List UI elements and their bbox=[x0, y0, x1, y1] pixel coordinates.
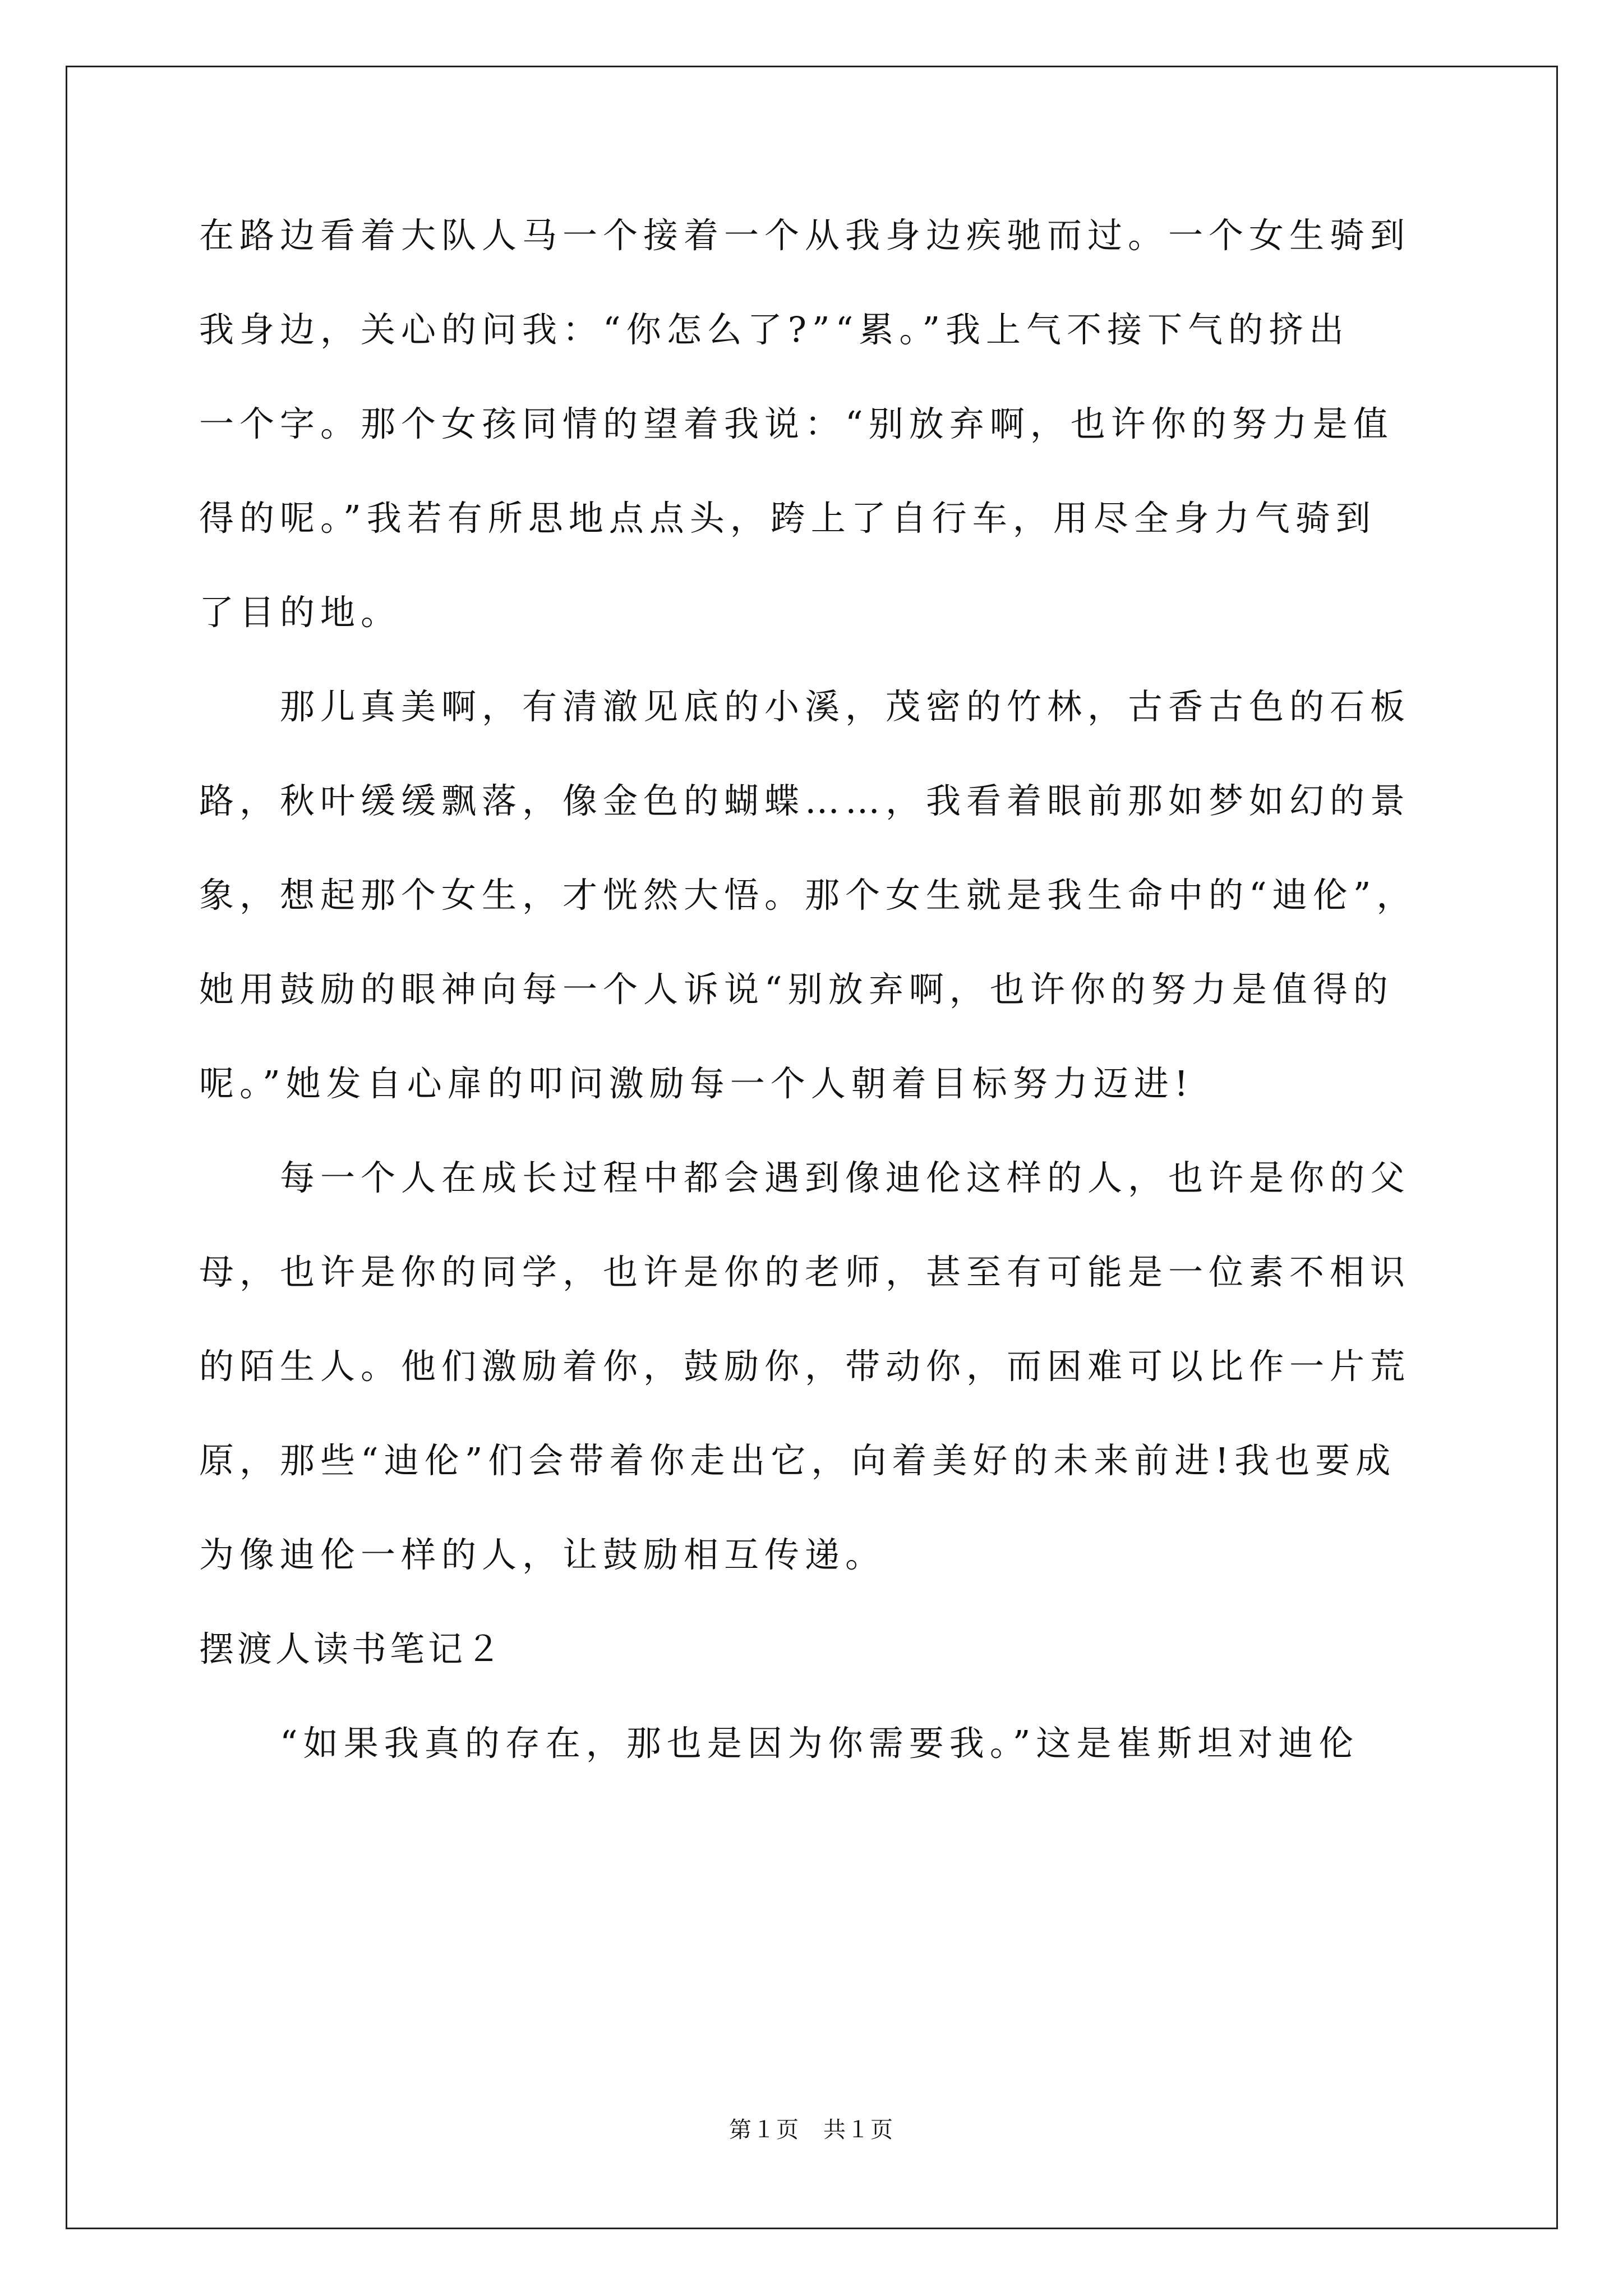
section-heading: 摆渡人读书笔记２ bbox=[199, 1628, 505, 1669]
text-line: 她用鼓励的眼神向每一个人诉说“别放弃啊，也许你的努力是值得的 bbox=[199, 969, 1394, 1010]
text-line: 一个字。那个女孩同情的望着我说：“别放弃啊，也许你的努力是值 bbox=[199, 403, 1394, 444]
text-line: “如果我真的存在，那也是因为你需要我。”这是崔斯坦对迪伦 bbox=[199, 1723, 1359, 1764]
text-line: 每一个人在成长过程中都会遇到像迪伦这样的人，也许是你的父 bbox=[199, 1157, 1411, 1198]
text-line: 在路边看着大队人马一个接着一个从我身边疾驰而过。一个女生骑到 bbox=[199, 215, 1411, 256]
text-line: 的陌生人。他们激励着你，鼓励你，带动你，而困难可以比作一片荒 bbox=[199, 1346, 1411, 1387]
text-line: 我身边，关心的问我：“你怎么了?”“累。”我上气不接下气的挤出 bbox=[199, 309, 1350, 350]
text-line: 得的呢。”我若有所思地点点头，跨上了自行车，用尽全身力气骑到 bbox=[199, 498, 1376, 539]
page-footer: 第１页 共１页 bbox=[729, 2117, 894, 2143]
text-line: 为像迪伦一样的人，让鼓励相互传递。 bbox=[199, 1534, 886, 1575]
text-line: 原，那些“迪伦”们会带着你走出它，向着美好的未来前进!我也要成 bbox=[199, 1440, 1396, 1481]
text-line: 呢。”她发自心扉的叩问激励每一个人朝着目标努力迈进! bbox=[199, 1063, 1194, 1104]
page-border bbox=[66, 66, 1558, 2229]
text-line: 了目的地。 bbox=[199, 592, 402, 633]
text-line: 那儿真美啊，有清澈见底的小溪，茂密的竹林，古香古色的石板 bbox=[199, 686, 1411, 727]
text-line: 母，也许是你的同学，也许是你的老师，甚至有可能是一位素不相识 bbox=[199, 1251, 1411, 1292]
text-line: 路，秋叶缓缓飘落，像金色的蝴蝶……，我看着眼前那如梦如幻的景 bbox=[199, 780, 1411, 821]
text-line: 象，想起那个女生，才恍然大悟。那个女生就是我生命中的“迪伦”， bbox=[199, 875, 1417, 915]
